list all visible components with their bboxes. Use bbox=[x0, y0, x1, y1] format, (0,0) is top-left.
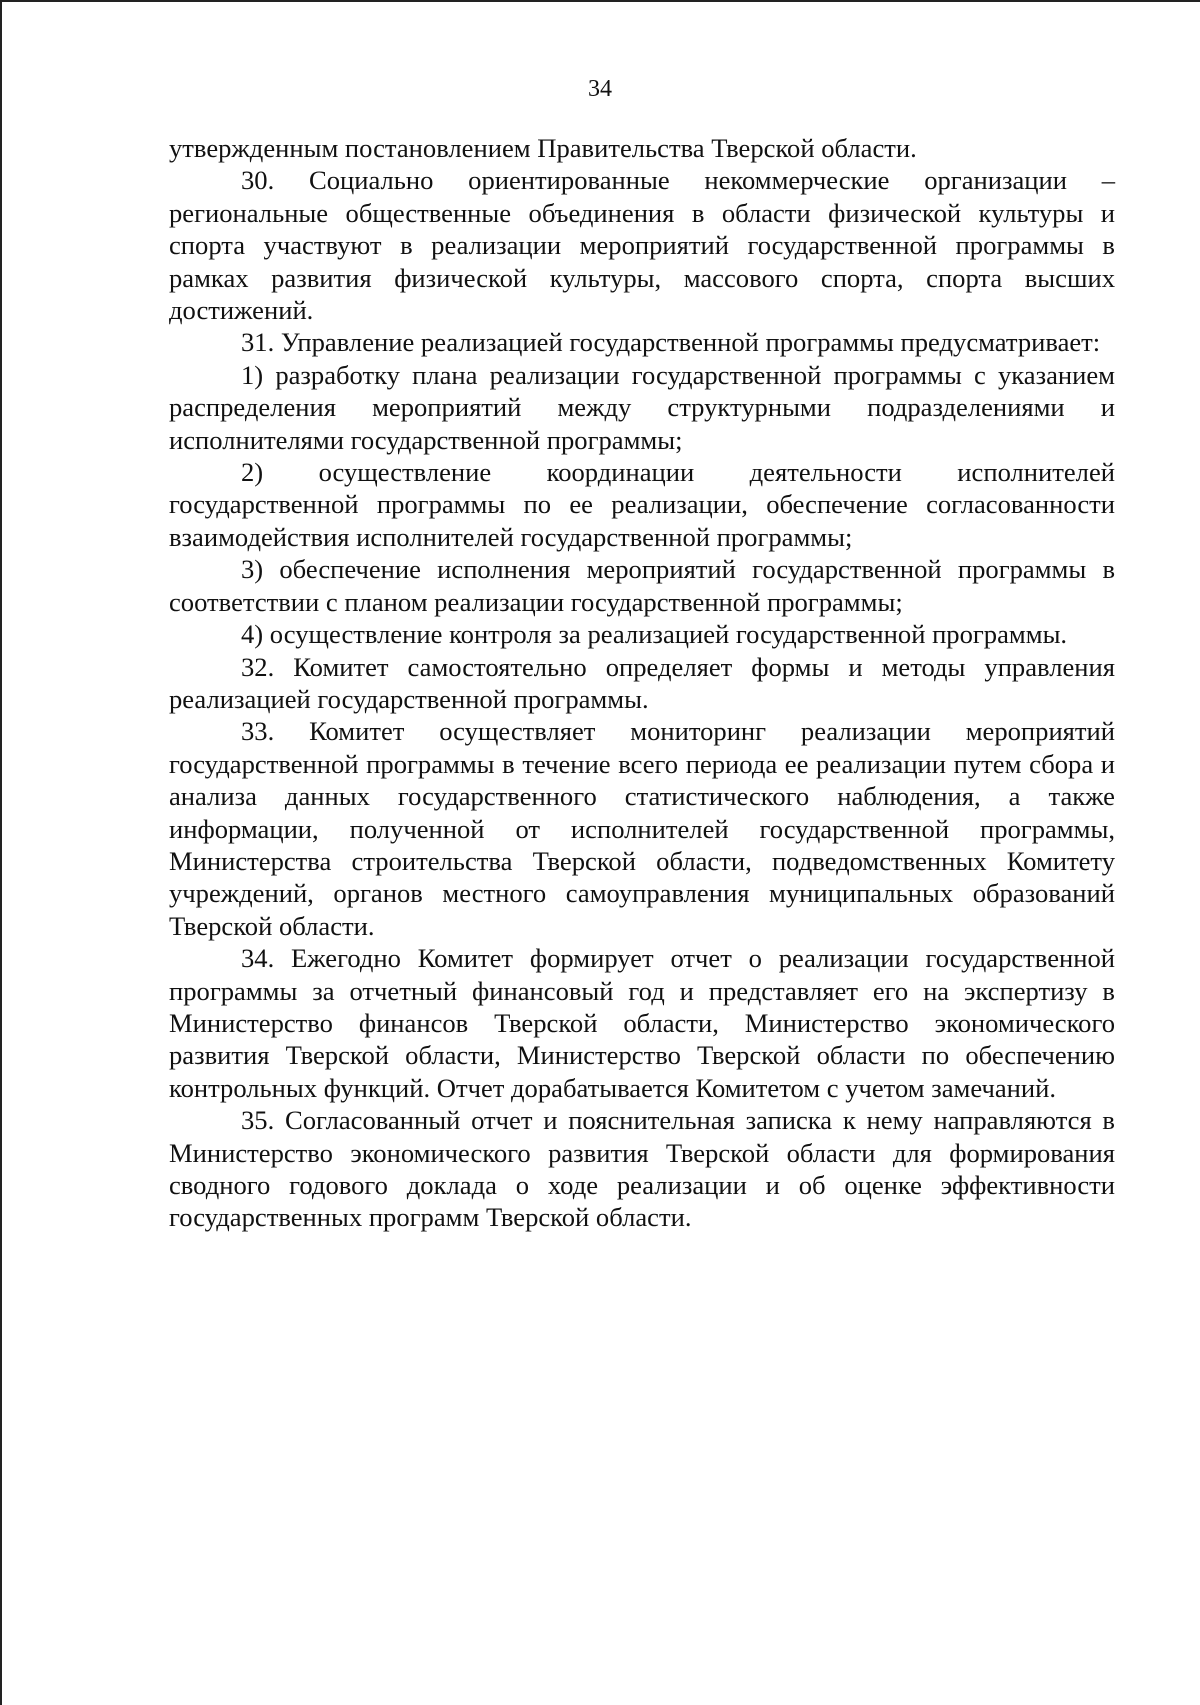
paragraph-continuation: утвержденным постановлением Правительства Тверской области. bbox=[169, 133, 917, 163]
scan-edge-top bbox=[0, 0, 1200, 2]
paragraph-subitem-1: 1) разработку плана реализации государственной программы с указанием распределения мероприятий между структурными подразделениями и исполнителями государственной программы; bbox=[169, 359, 1115, 455]
paragraph-item-31: 31. Управление реализацией государственной программы предусматривает: bbox=[241, 327, 1101, 358]
scan-edge-left bbox=[0, 0, 2, 1705]
paragraph-subitem-2: 2) осуществление координации деятельности исполнителей государственной программы по ее реализации, обеспечение согласованности взаимодействия исполнителей государственной программы; bbox=[169, 457, 1115, 552]
paragraph-subitem-4: 4) осуществление контроля за реализацией государственной программы. bbox=[241, 619, 1068, 650]
paragraph-item-30: 30. Социально ориентированные некоммерческие организации – региональные общественные объединения в области физической культуры и спорта участвуют в реализации мероприятий государственной программы в рамках развития физической культуры, массового спорта, спорта высших достижений. bbox=[169, 165, 1115, 326]
paragraph-item-33: 33. Комитет осуществляет мониторинг реализации мероприятий государственной программы в течение всего периода ее реализации путем сбора и анализа данных государственного статистического наблюдения, а также информации, полученной от исполнителей государственной программы, Министерства строительства Тверской области, подведомственных Комитету учреждений, органов местного самоуправления муниципальных образований Тверской области. bbox=[169, 716, 1115, 941]
page-number: 34 bbox=[588, 76, 612, 102]
paragraph-item-34: 34. Ежегодно Комитет формирует отчет о реализации государственной программы за отчетный финансовый год и представляет его на экспертизу в Министерство финансов Тверской области, Министерство экономического развития Тверской области, Министерство Тверской области по обеспечению контрольных функций. Отчет дорабатывается Комитетом с учетом замечаний. bbox=[169, 943, 1115, 1103]
paragraph-item-32: 32. Комитет самостоятельно определяет формы и методы управления реализацией государственной программы. bbox=[169, 651, 1115, 714]
paragraph-subitem-3: 3) обеспечение исполнения мероприятий государственной программы в соответствии с планом реализации государственной программы; bbox=[169, 554, 1115, 617]
document-body bbox=[169, 132, 1115, 1234]
paragraph-item-35: 35. Согласованный отчет и пояснительная записка к нему направляются в Министерство экономического развития Тверской области для формирования сводного годового доклада о ходе реализации и об оценке эффективности государственных программ Тверской области. bbox=[169, 1105, 1115, 1233]
